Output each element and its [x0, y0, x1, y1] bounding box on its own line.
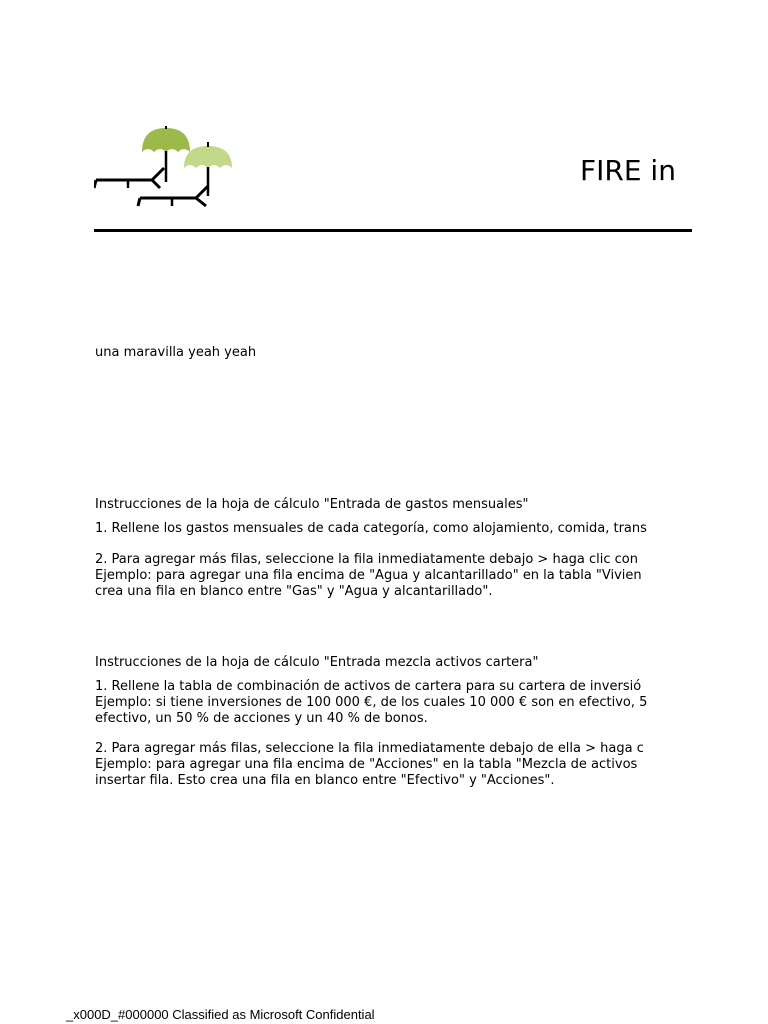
cartera-step-1-line: 1. Rellene la tabla de combinación de activos de cartera para su cartera de inversió	[95, 679, 642, 694]
gastos-step-1: 1. Rellene los gastos mensuales de cada categoría, como alojamiento, comida, trans	[95, 521, 647, 536]
cartera-step-1	[95, 679, 692, 727]
cartera-step-2-line: 2. Para agregar más filas, seleccione la fila inmediatamente debajo de ella > haga c	[95, 741, 644, 756]
title-divider	[94, 229, 692, 232]
cartera-step-2-line: insertar fila. Esto crea una fila en blanco entre "Efectivo" y "Acciones".	[95, 773, 555, 788]
cartera-step-2	[95, 741, 692, 789]
tagline: una maravilla yeah yeah	[95, 345, 257, 360]
classification-footer: _x000D_#000000 Classified as Microsoft Confidential	[66, 1007, 375, 1022]
gastos-step-2-line: crea una fila en blanco entre "Gas" y "Agua y alcantarillado".	[95, 584, 493, 599]
section-heading-cartera: Instrucciones de la hoja de cálculo "Entrada mezcla activos cartera"	[95, 655, 539, 670]
document-title: FIRE in	[580, 154, 676, 187]
cartera-step-1-line: efectivo, un 50 % de acciones y un 40 % de bonos.	[95, 711, 428, 726]
gastos-step-2-line: 2. Para agregar más filas, seleccione la fila inmediatamente debajo > haga clic con	[95, 552, 639, 567]
gastos-step-2-line: Ejemplo: para agregar una fila encima de "Agua y alcantarillado" en la tabla "Vivien	[95, 568, 642, 583]
section-heading-gastos: Instrucciones de la hoja de cálculo "Entrada de gastos mensuales"	[95, 497, 529, 512]
cartera-step-1-line: Ejemplo: si tiene inversiones de 100 000 €, de los cuales 10 000 € son en efectivo, 5	[95, 695, 648, 710]
gastos-step-2	[95, 552, 692, 600]
beach-loungers-umbrellas-icon	[94, 124, 236, 208]
cartera-step-2-line: Ejemplo: para agregar una fila encima de "Acciones" en la tabla "Mezcla de activos	[95, 757, 638, 772]
